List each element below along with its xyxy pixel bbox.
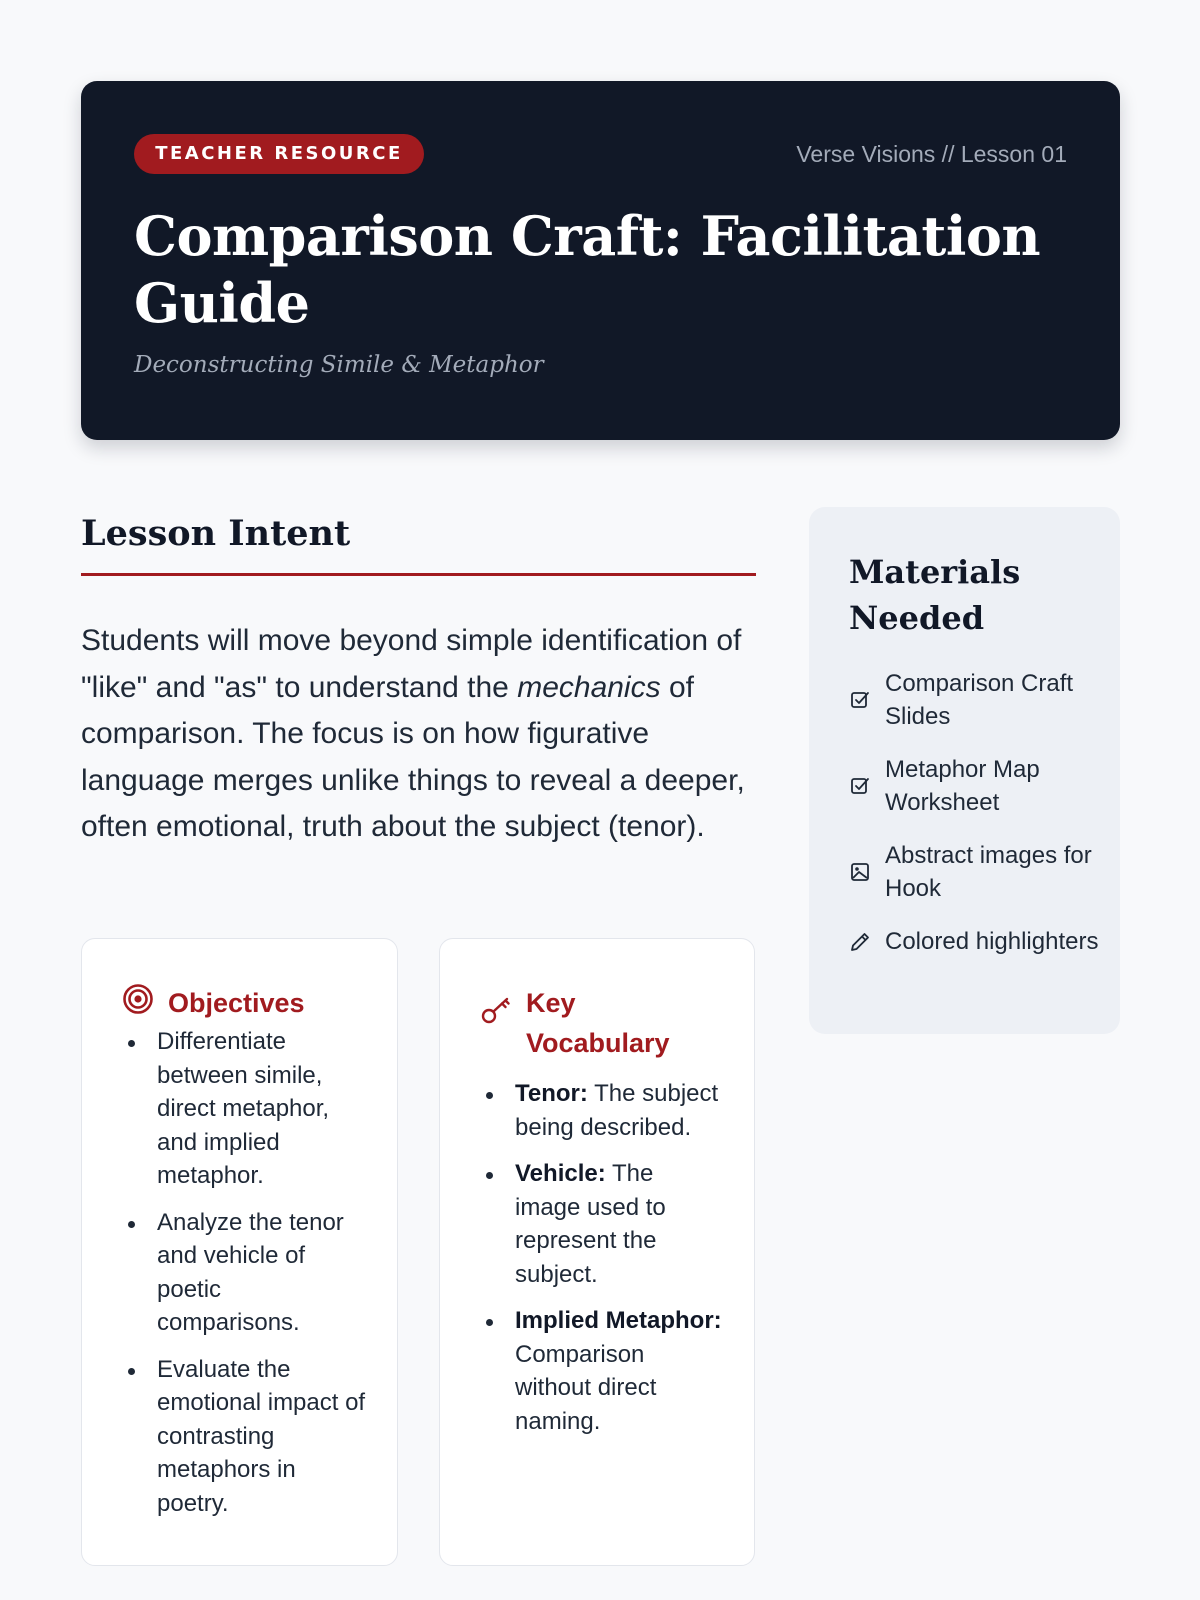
key-icon bbox=[480, 993, 512, 1025]
materials-sidebar bbox=[809, 507, 1120, 1034]
material-label: Comparison Craft Slides bbox=[885, 670, 1074, 730]
list-item bbox=[480, 1304, 724, 1438]
list-item: Evaluate the emotional impact of contrasting metaphors in poetry. bbox=[122, 1353, 367, 1521]
material-label: Colored highlighters bbox=[885, 928, 1099, 955]
checkbox-icon bbox=[849, 689, 871, 711]
objectives-heading: Objectives bbox=[168, 988, 305, 1018]
target-icon bbox=[122, 983, 154, 1015]
pencil-icon bbox=[849, 931, 871, 953]
list-item bbox=[480, 1157, 724, 1291]
lesson-intent-text bbox=[81, 618, 761, 851]
vocabulary-list bbox=[480, 1077, 724, 1451]
vocab-term: Tenor: bbox=[515, 1080, 588, 1107]
vocab-term: Vehicle: bbox=[515, 1160, 606, 1187]
objectives-header bbox=[122, 983, 377, 1023]
material-label: Metaphor Map Worksheet bbox=[885, 756, 1040, 816]
materials-heading: Materials Needed bbox=[849, 553, 1021, 637]
material-label: Abstract images for Hook bbox=[885, 842, 1092, 902]
vocab-term: Implied Metaphor: bbox=[515, 1307, 722, 1334]
objectives-list bbox=[122, 1025, 367, 1533]
list-item: Analyze the tenor and vehicle of poetic comparisons. bbox=[122, 1206, 367, 1340]
section-divider bbox=[81, 573, 756, 576]
header-banner bbox=[81, 81, 1120, 440]
list-item bbox=[480, 1077, 724, 1144]
checkbox-icon bbox=[849, 775, 871, 797]
resource-badge: TEACHER RESOURCE bbox=[134, 134, 424, 174]
page-subtitle: Deconstructing Simile & Metaphor bbox=[134, 352, 544, 378]
image-icon bbox=[849, 861, 871, 883]
lesson-reference: Verse Visions // Lesson 01 bbox=[796, 141, 1067, 167]
intent-text-start: Students will move beyond simple identification of "like" and "as" to understand the bbox=[81, 624, 742, 704]
vocab-definition: Comparison without direct naming. bbox=[515, 1340, 657, 1435]
vocabulary-card bbox=[439, 938, 755, 1566]
intent-text-emphasis: mechanics bbox=[517, 670, 661, 704]
intent-text-end: of comparison. The focus is on how figurative language merges unlike things to reveal a deeper, often emotional, truth about the subject (tenor). bbox=[81, 670, 745, 843]
list-item bbox=[849, 667, 1099, 733]
vocabulary-header bbox=[480, 983, 734, 1063]
objectives-card bbox=[81, 938, 398, 1566]
vocabulary-heading: Key Vocabulary bbox=[526, 988, 670, 1058]
list-item bbox=[849, 753, 1099, 819]
list-item bbox=[849, 839, 1099, 905]
list-item: Differentiate between simile, direct metaphor, and implied metaphor. bbox=[122, 1025, 367, 1193]
list-item bbox=[849, 925, 1099, 958]
page-title: Comparison Craft: Facilitation Guide bbox=[134, 204, 1041, 335]
lesson-intent-heading: Lesson Intent bbox=[81, 513, 351, 554]
materials-list bbox=[849, 667, 1099, 978]
vocab-definition: The subject being described. bbox=[515, 1080, 719, 1141]
vocab-definition: The image used to represent the subject. bbox=[515, 1160, 666, 1288]
